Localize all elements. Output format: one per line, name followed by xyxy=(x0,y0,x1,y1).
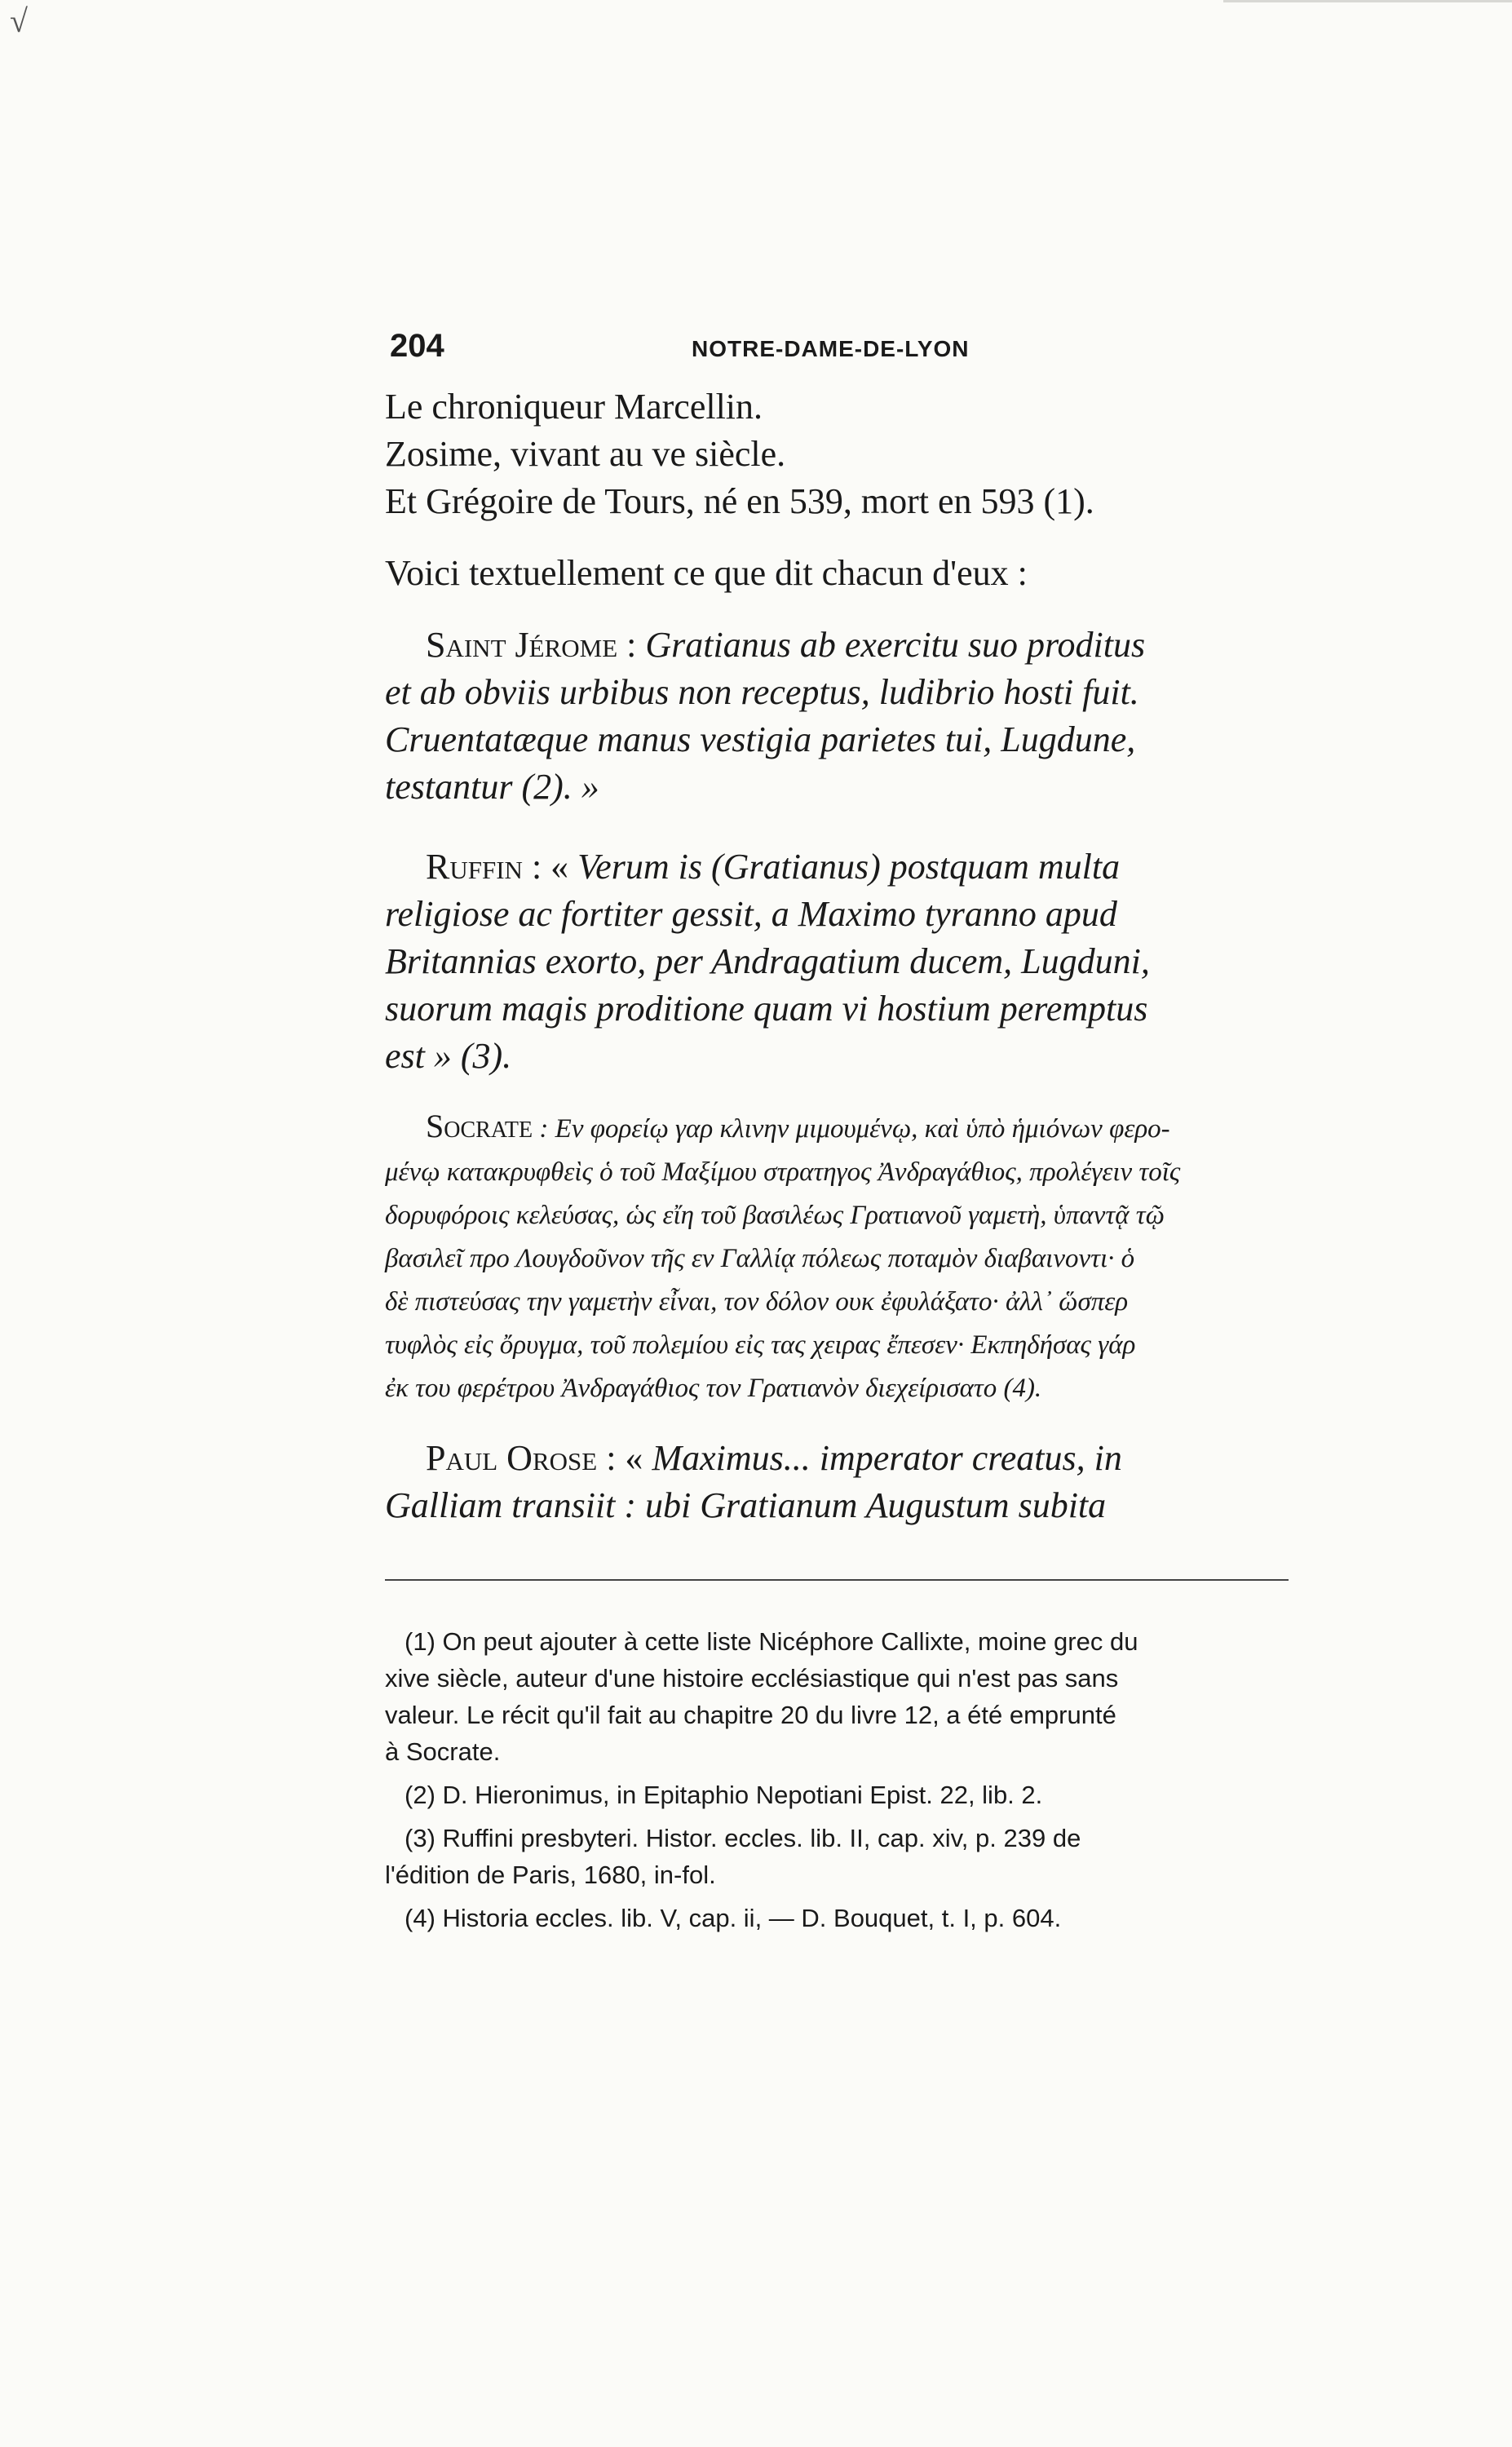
quote-line: ἐκ του φερέτρου Ἀνδραγάθιος τον Γρατιανὸν διεχείρισατο (4). xyxy=(385,1374,1042,1403)
page-number: 204 xyxy=(390,328,444,364)
separator: : « xyxy=(522,847,578,887)
main-text xyxy=(385,383,1298,1529)
footnote-3 xyxy=(385,1820,1266,1893)
list-item: Et Grégoire de Tours, né en 539, mort en 593 (1). xyxy=(385,481,1094,521)
quote-line: βασιλεῖ προ Λουγδοῦνον τῆς εν Γαλλίᾳ πόλεως ποταμὸν διαβαινοντι· ὁ xyxy=(385,1244,1135,1273)
intro-line: Voici textuellement ce que dit chacun d'eux : xyxy=(385,553,1028,593)
footnote-line: (4) Historia eccles. lib. V, cap. ii, — D. Bouquet, t. I, p. 604. xyxy=(405,1904,1062,1932)
footnote-line: à Socrate. xyxy=(385,1737,501,1766)
footnote-line: valeur. Le récit qu'il fait au chapitre 20 du livre 12, a été emprunté xyxy=(385,1701,1116,1729)
footnote-line: xive siècle, auteur d'une histoire ecclésiastique qui n'est pas sans xyxy=(385,1664,1119,1693)
quote-line: et ab obviis urbibus non receptus, ludibrio hosti fuit. xyxy=(385,672,1139,712)
scan-edge-line xyxy=(1223,0,1512,2)
quote-line: τυφλὸς εἰς ὄρυγμα, τοῦ πολεμίου εἰς τας χειρας ἔπεσεν· Εκπηδήσας γάρ xyxy=(385,1330,1136,1360)
footnote-4 xyxy=(385,1900,1266,1936)
footnote-line: (1) On peut ajouter à cette liste Nicéphore Callixte, moine grec du xyxy=(405,1627,1138,1656)
ruffin-quote xyxy=(385,843,1298,1080)
list-item: Le chroniqueur Marcellin. xyxy=(385,387,763,427)
running-head xyxy=(390,328,993,377)
quote-line: μένῳ κατακρυφθεὶς ὁ τοῦ Μαξίμου στρατηγος Ἀνδραγάθιος, προλέγειν τοῖς xyxy=(385,1157,1181,1187)
separator: : xyxy=(617,625,646,665)
footnote-line: (3) Ruffini presbyteri. Histor. eccles. lib. II, cap. xiv, p. 239 de xyxy=(405,1824,1081,1852)
footnote-line: l'édition de Paris, 1680, in-fol. xyxy=(385,1861,716,1889)
quote-line xyxy=(385,843,1298,891)
footnotes xyxy=(385,1623,1266,1943)
separator: : « xyxy=(597,1438,652,1478)
quote-line xyxy=(385,622,1298,669)
socrate-quote xyxy=(385,1104,1298,1410)
quote-line: est » (3). xyxy=(385,1036,512,1076)
running-title: NOTRE-DAME-DE-LYON xyxy=(692,336,970,361)
quote-line: suorum magis proditione quam vi hostium peremptus xyxy=(385,989,1148,1029)
quote-text: Gratianus ab exercitu suo proditus xyxy=(645,625,1146,665)
author-name: Saint Jérome xyxy=(426,625,618,665)
footnote-1 xyxy=(385,1623,1266,1770)
list-item: Zosime, vivant au ve siècle. xyxy=(385,434,786,474)
quote-line xyxy=(385,1104,1298,1151)
author-name: Ruffin xyxy=(426,847,523,887)
author-name: Socrate xyxy=(426,1108,533,1144)
quote-line: δορυφόροις κελεύσας, ὡς εἴη τοῦ βασιλέως Γρατιανοῦ γαμετὴ, ὑπαντᾷ τῷ xyxy=(385,1201,1165,1230)
separator: : xyxy=(533,1114,555,1144)
quote-line: Cruentatæque manus vestigia parietes tui, Lugdune, xyxy=(385,719,1136,759)
quote-line: testantur (2). » xyxy=(385,767,599,807)
footnote-divider xyxy=(385,1579,1289,1581)
margin-mark: √ xyxy=(10,2,28,39)
orose-quote xyxy=(385,1435,1298,1529)
quote-line: δὲ πιστεύσας την γαμετὴν εἶναι, τον δόλον ουκ ἐφυλάξατο· ἀλλ᾽ ὥσπερ xyxy=(385,1287,1129,1316)
author-name: Paul Orose xyxy=(426,1438,598,1478)
footnote-line: (2) D. Hieronimus, in Epitaphio Nepotiani Epist. 22, lib. 2. xyxy=(405,1781,1043,1809)
jerome-quote xyxy=(385,622,1298,811)
quote-line: Galliam transiit : ubi Gratianum Augustum subita xyxy=(385,1485,1107,1525)
quote-text: Verum is (Gratianus) postquam multa xyxy=(577,847,1121,887)
footnote-2 xyxy=(385,1777,1266,1813)
quote-text: Εν φορείῳ γαρ κλινην μιμουμένῳ, καὶ ὑπὸ ἡμιόνων φερο- xyxy=(555,1114,1170,1144)
quote-line: Britannias exorto, per Andragatium ducem, Lugduni, xyxy=(385,941,1150,981)
quote-line: religiose ac fortiter gessit, a Maximo tyranno apud xyxy=(385,894,1117,934)
quote-text: Maximus... imperator creatus, in xyxy=(652,1438,1122,1478)
quote-line xyxy=(385,1435,1298,1482)
